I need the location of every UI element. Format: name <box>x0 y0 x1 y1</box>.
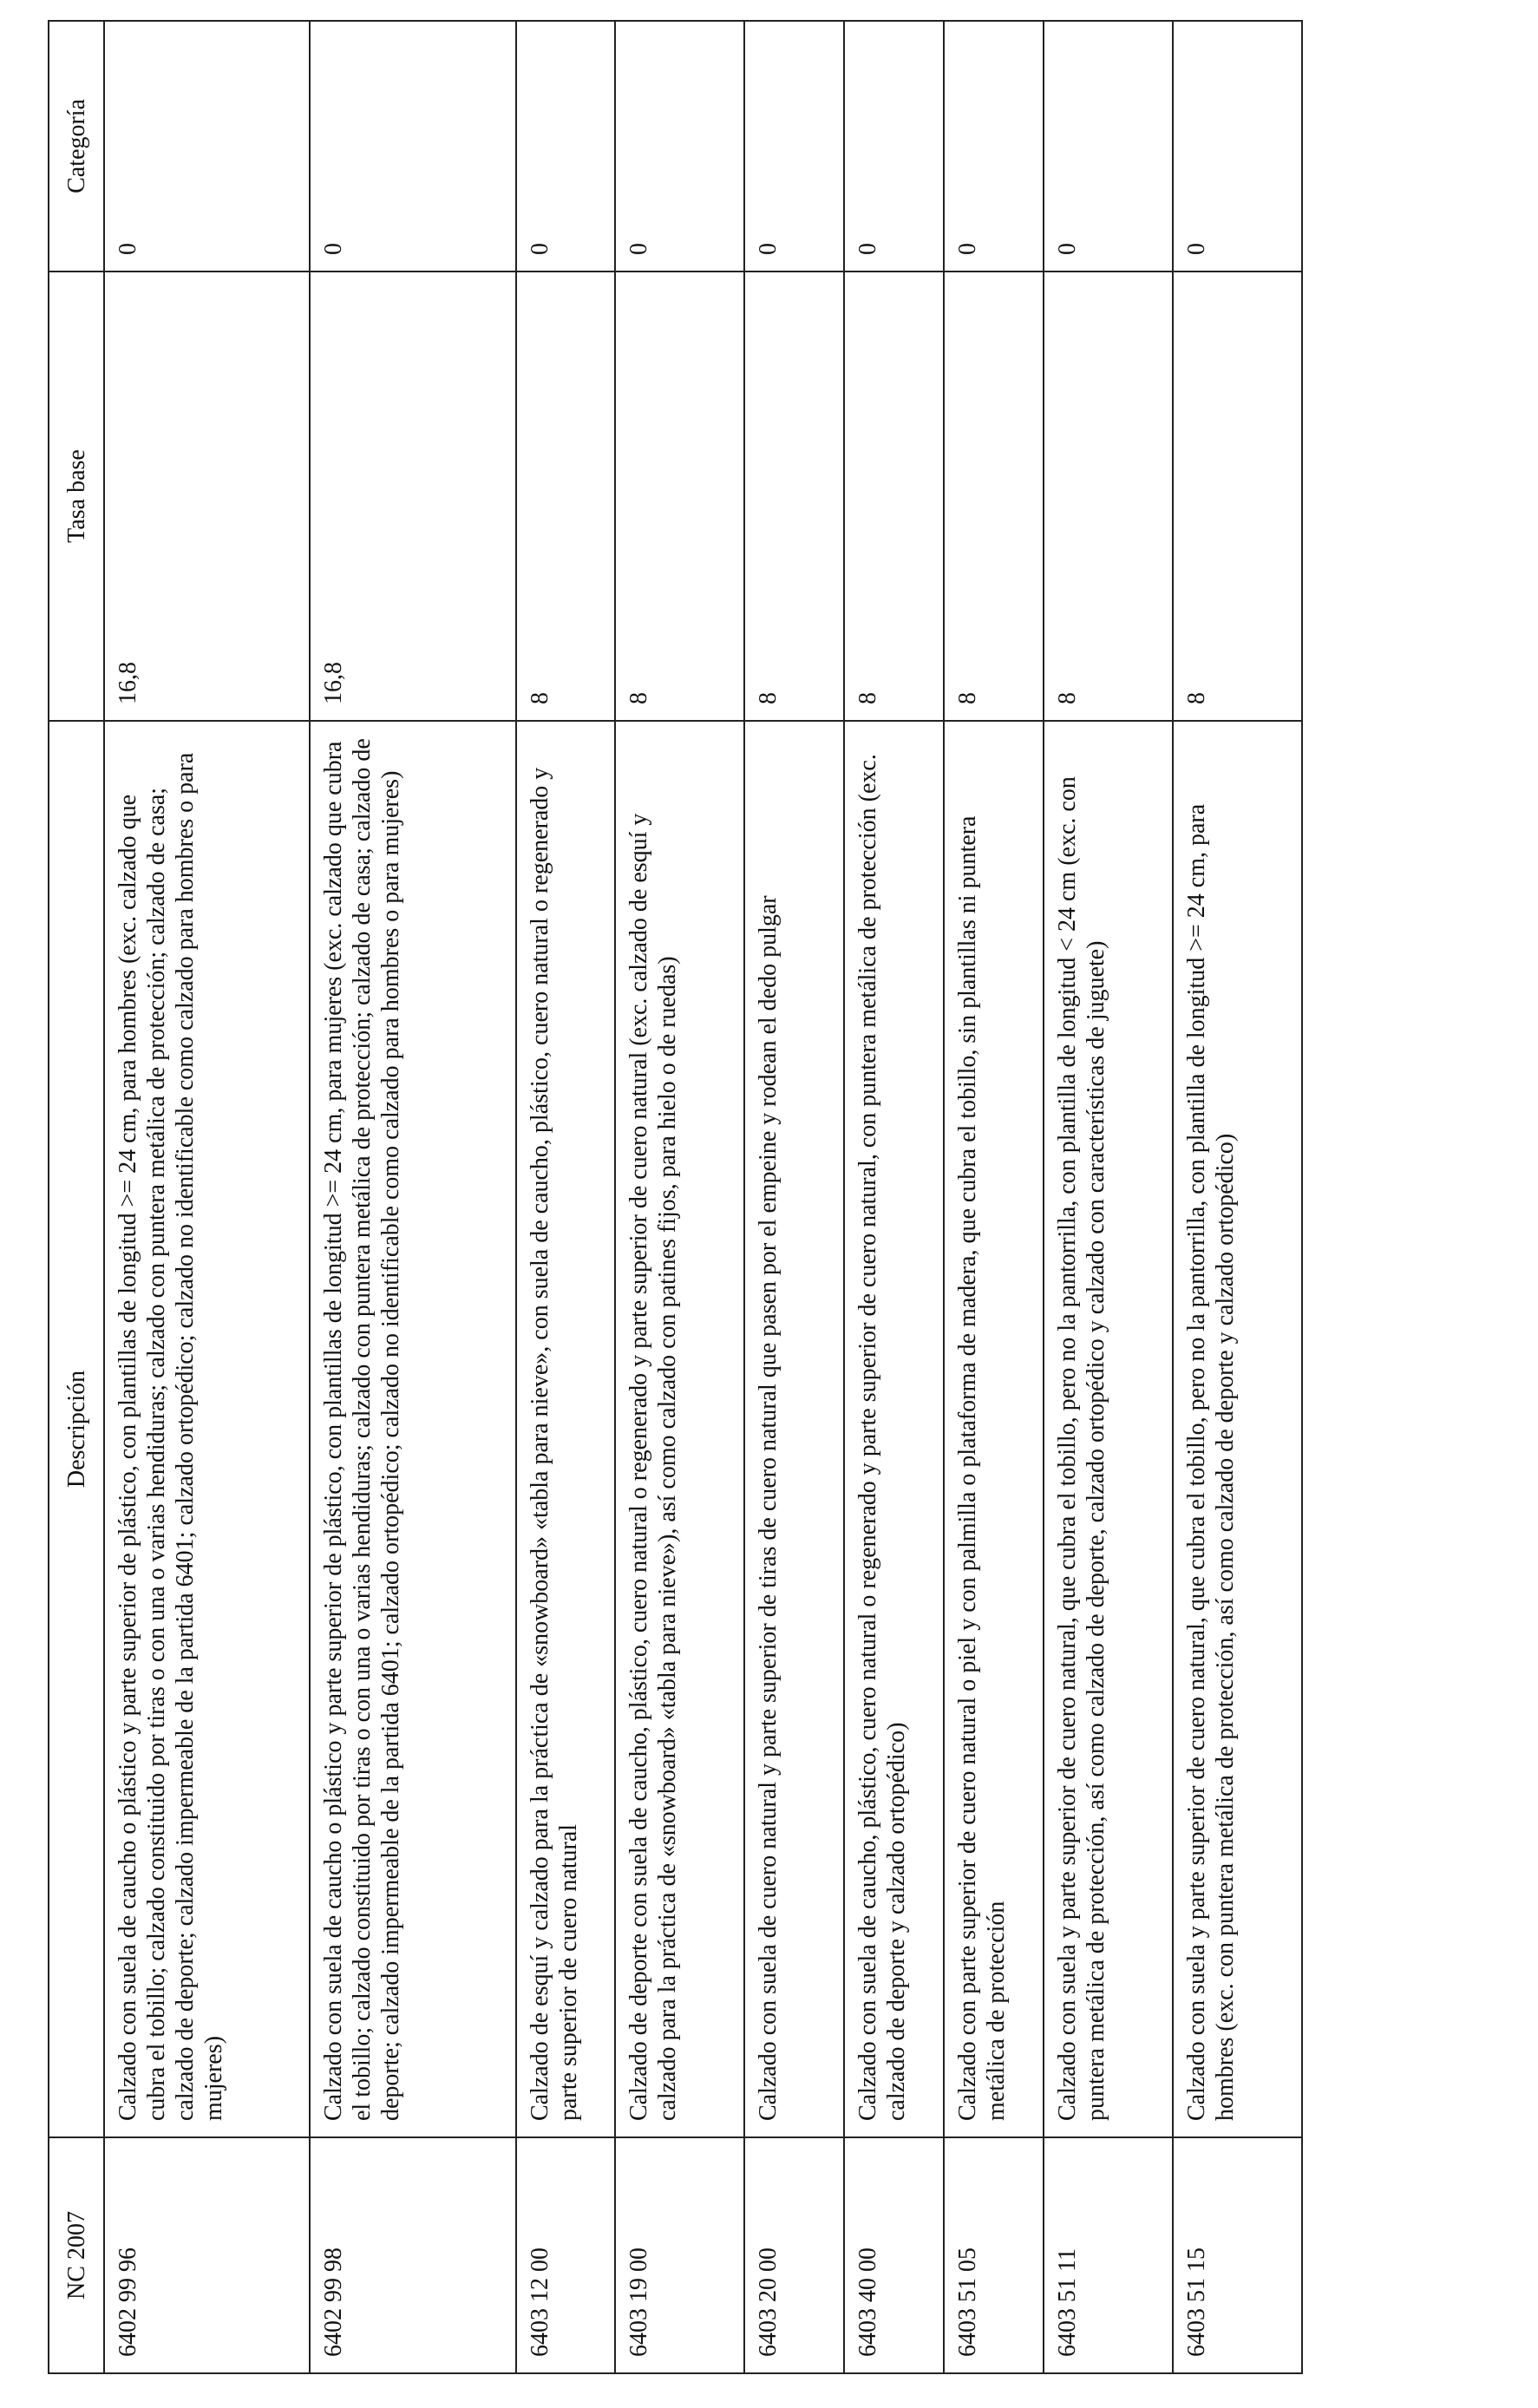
table-row <box>310 21 515 2373</box>
cell-rate: 8 <box>944 272 1044 721</box>
header-rate: Tasa base <box>49 272 104 721</box>
cell-description: Calzado con parte superior de cuero natural o piel y con palmilla o plataforma de madera, que cubra el tobillo, sin plantillas ni puntera metálica de protección <box>944 721 1044 2137</box>
cell-category: 0 <box>104 21 310 272</box>
cell-code: 6403 20 00 <box>744 2137 844 2373</box>
cell-code: 6402 99 98 <box>310 2137 515 2373</box>
cell-description: Calzado con suela de caucho o plástico y parte superior de plástico, con plantillas de longitud >= 24 cm, para mujeres (exc. calzado que cubra el tobillo; calzado constituido por tiras o con una o varias hendiduras; calzado con puntera metálica de protección; calzado de casa; calzado de deporte; calzado impermeable de la partida 6401; calzado ortopédico; calzado no identificable como calzado para hombres o para mujeres) <box>310 721 515 2137</box>
cell-category: 0 <box>944 21 1044 272</box>
header-row <box>49 21 104 2373</box>
table-row <box>1044 21 1173 2373</box>
table-row <box>615 21 744 2373</box>
rotated-page <box>48 22 1303 2374</box>
cell-description: Calzado con suela de cuero natural y parte superior de tiras de cuero natural que pasen por el empeine y rodean el dedo pulgar <box>744 721 844 2137</box>
cell-code: 6403 40 00 <box>844 2137 944 2373</box>
cell-rate: 8 <box>615 272 744 721</box>
cell-rate: 8 <box>516 272 616 721</box>
cell-category: 0 <box>1173 21 1302 272</box>
cell-rate: 8 <box>1173 272 1302 721</box>
cell-category: 0 <box>615 21 744 272</box>
cell-rate: 16,8 <box>104 272 310 721</box>
table-row <box>844 21 944 2373</box>
cell-category: 0 <box>310 21 515 272</box>
cell-description: Calzado de esquí y calzado para la práctica de «snowboard» «tabla para nieve», con suela de caucho, plástico, cuero natural o regenerado y parte superior de cuero natural <box>516 721 616 2137</box>
cell-category: 0 <box>516 21 616 272</box>
cell-code: 6403 12 00 <box>516 2137 616 2373</box>
cell-category: 0 <box>1044 21 1173 272</box>
table-body <box>104 21 1302 2373</box>
cell-code: 6403 19 00 <box>615 2137 744 2373</box>
cell-description: Calzado con suela y parte superior de cuero natural, que cubra el tobillo, pero no la pantorrilla, con plantilla de longitud < 24 cm (exc. con puntera metálica de protección, así como calzado de deporte, calzado ortopédico y calzado con características de juguete) <box>1044 721 1173 2137</box>
table-row <box>944 21 1044 2373</box>
header-code: NC 2007 <box>49 2137 104 2373</box>
cell-code: 6403 51 15 <box>1173 2137 1302 2373</box>
cell-code: 6402 99 96 <box>104 2137 310 2373</box>
cell-code: 6403 51 05 <box>944 2137 1044 2373</box>
tariff-table <box>48 20 1303 2374</box>
table-header <box>49 21 104 2373</box>
cell-rate: 8 <box>1044 272 1173 721</box>
table-row <box>744 21 844 2373</box>
cell-description: Calzado con suela de caucho, plástico, cuero natural o regenerado y parte superior de cuero natural, con puntera metálica de protección (exc. calzado de deporte y calzado ortopédico) <box>844 721 944 2137</box>
cell-description: Calzado con suela y parte superior de cuero natural, que cubra el tobillo, pero no la pantorrilla, con plantilla de longitud >= 24 cm, para hombres (exc. con puntera metálica de protección, así como calzado de deporte y calzado ortopédico) <box>1173 721 1302 2137</box>
cell-category: 0 <box>744 21 844 272</box>
table-row <box>1173 21 1302 2373</box>
cell-rate: 8 <box>844 272 944 721</box>
cell-rate: 16,8 <box>310 272 515 721</box>
table-row <box>516 21 616 2373</box>
cell-category: 0 <box>844 21 944 272</box>
table-row <box>104 21 310 2373</box>
header-category: Categoría <box>49 21 104 272</box>
cell-rate: 8 <box>744 272 844 721</box>
cell-description: Calzado con suela de caucho o plástico y parte superior de plástico, con plantillas de longitud >= 24 cm, para hombres (exc. calzado que cubra el tobillo; calzado constituido por tiras o con una o varias hendiduras; calzado con puntera metálica de protección; calzado de casa; calzado de deporte; calzado impermeable de la partida 6401; calzado ortopédico; calzado no identificable como calzado para hombres o para mujeres) <box>104 721 310 2137</box>
cell-description: Calzado de deporte con suela de caucho, plástico, cuero natural o regenerado y parte superior de cuero natural (exc. calzado de esquí y calzado para la práctica de «snowboard» «tabla para nieve»), así como calzado con patines fijos, para hielo o de ruedas) <box>615 721 744 2137</box>
cell-code: 6403 51 11 <box>1044 2137 1173 2373</box>
header-description: Descripción <box>49 721 104 2137</box>
